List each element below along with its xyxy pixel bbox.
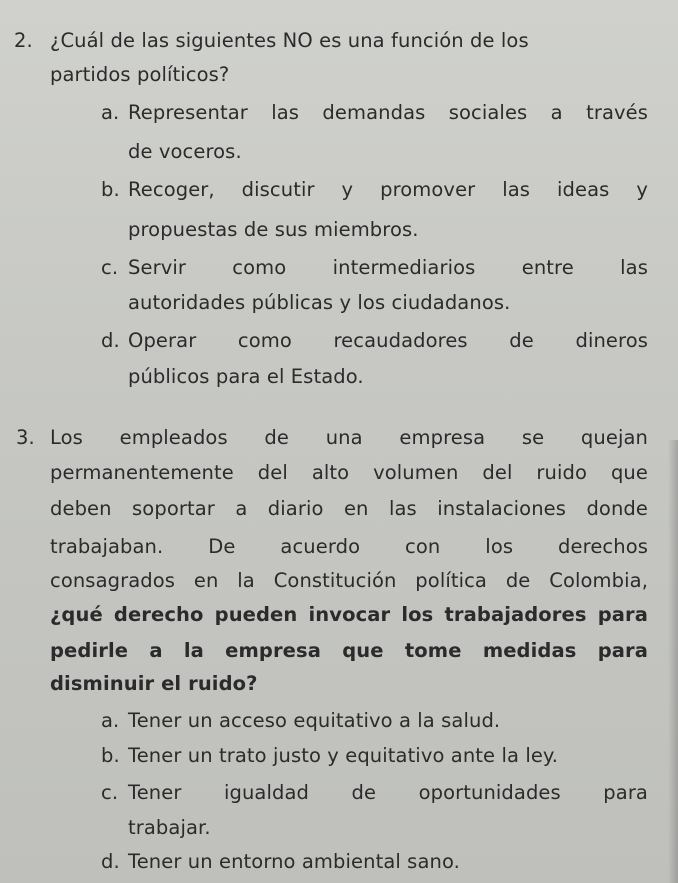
option-letter: a. [101,101,120,124]
option-letter: b. [101,744,120,767]
question-number: 3. [16,426,35,449]
question-text: consagrados en la Constitución política de Colombia, [50,569,648,592]
option-text: Recoger, discutir y promover las ideas y [128,178,648,201]
question-text: ¿Cuál de las siguientes NO es una función de los [50,29,529,52]
option-text: Tener un entorno ambiental sano. [128,850,460,873]
option-text: de voceros. [128,140,242,163]
option-letter: d. [101,329,120,352]
option-text: autoridades públicas y los ciudadanos. [128,291,511,314]
option-letter: d. [101,850,120,873]
question-prompt: disminuir el ruido? [50,672,258,695]
question-text: deben soportar a diario en las instalaciones donde [50,497,648,520]
option-text: Operar como recaudadores de dineros [128,329,648,352]
question-text: Los empleados de una empresa se quejan [50,426,648,449]
option-letter: b. [101,178,120,201]
page-edge-shadow [668,440,678,883]
option-text: Tener igualdad de oportunidades para [128,781,648,804]
option-text: Servir como intermediarios entre las [128,256,648,279]
option-text: propuestas de sus miembros. [128,218,419,241]
option-text: Representar las demandas sociales a través [128,101,648,124]
question-number: 2. [14,29,33,52]
option-letter: c. [101,781,119,804]
question-text: permanentemente del alto volumen del ruido que [50,461,648,484]
question-prompt: pedirle a la empresa que tome medidas para [50,639,648,662]
option-text: públicos para el Estado. [128,365,364,388]
option-text: Tener un trato justo y equitativo ante la ley. [128,744,559,767]
option-letter: c. [101,256,119,279]
option-letter: a. [101,709,120,732]
question-text: partidos políticos? [50,63,230,86]
question-prompt: ¿qué derecho pueden invocar los trabajadores para [50,603,648,626]
question-text: trabajaban. De acuerdo con los derechos [50,535,648,558]
option-text: Tener un acceso equitativo a la salud. [128,709,501,732]
option-text: trabajar. [128,816,211,839]
